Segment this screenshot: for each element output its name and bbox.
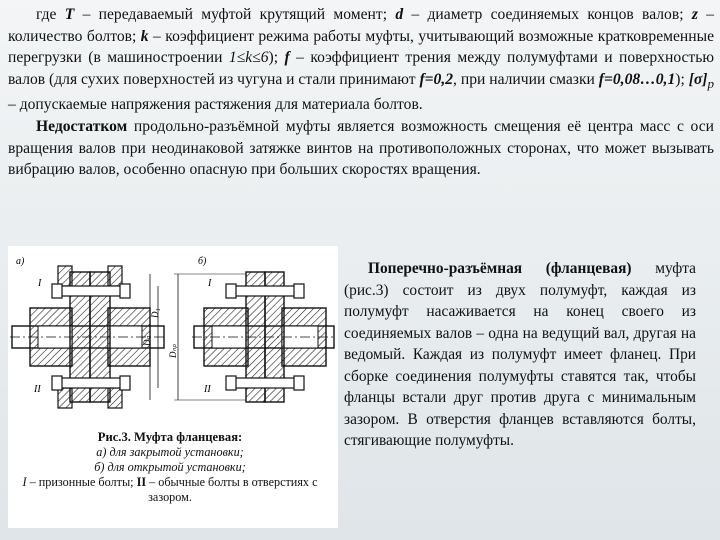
dim-D1-label: D₁ [150,308,160,318]
flange-coupling-heading: Поперечно-разъёмная (фланцевая) [368,260,632,277]
flange-coupling-text: муфта (рис.3) состоит из двух полумуфт, каждая из полумуфт насаживается на конец своего из соединяемых валов – одна на ведущий вал, другая на ведомый. Каждая из полумуфт имеет фланец. При сборке соединения полумуфты ставятся так, чтобы фланцы встали друг против друга с минимальным зазором. В отверстия фланцев вставляются болты, стягивающие полумуфты. [344,260,696,449]
text-span: – диаметр соединяемых концов валов; [403,6,692,23]
coupling-b-drawing [168,256,336,402]
flange-coupling-paragraph [344,258,696,452]
caption-line-b: б) для открытой установки; [94,460,246,474]
label-b: б) [198,256,207,267]
text-span: – передаваемый муфтой крутящий момент; [74,6,396,23]
label-a: а) [16,256,25,267]
caption-II: II [136,475,147,489]
text-span: – коэффициент режима работы муфты, учитывающий возможные кратковременные перегрузки (в машиностроении [8,27,715,67]
label-II-a: II [34,384,41,395]
label-II-b: II [204,384,211,395]
caption-line-c [10,475,330,505]
k-range: 1≤k≤6 [228,49,269,67]
text-span: , при наличии смазки [453,70,599,88]
var-z: z [691,6,698,23]
dim-Dn-label: Dₙ [142,335,152,346]
coupling-a-drawing [10,256,166,408]
label-I-b: I [208,278,212,289]
coupling-drawing [8,246,338,428]
drawback-paragraph [8,116,714,181]
sigma-subscript: p [707,75,714,91]
f-dry-value: f=0,2 [419,70,454,88]
figure-caption [10,430,330,505]
label-I-a: I [38,278,42,289]
drawback-text: продольно-разъёмной муфты является возможность смещения её центра масс с оси вращения валов при неодинаковой затяжке винтов на противоположных сторонах, что может вызывать вибрацию валов, особенно опасную при больших скоростях вращения. [8,118,714,179]
text-span: ); [268,49,285,67]
text-span: – коэффициент трения между полумуфтами и поверхностью валов (для сухих поверхностей из чугуна и стали принимают [8,49,714,88]
text-span: ); [675,70,689,88]
var-k: k [140,27,149,45]
text-span: – количество болтов; [8,6,714,45]
var-d: d [395,6,404,23]
caption-line-a: а) для закрытой установки; [96,445,244,459]
caption-text: – обычные болты в отверстиях с зазором. [146,475,318,504]
text-span: где [36,6,65,23]
caption-title: Рис.3. Муфта фланцевая: [97,430,243,444]
caption-I: I [22,475,27,489]
var-f: f [284,49,290,67]
caption-text: – призонные болты; [26,475,137,489]
top-text-block [8,4,714,181]
drawback-keyword: Недостатком [36,118,128,136]
var-sigma: [σ] [688,70,708,88]
var-T: T [64,6,75,23]
f-lubricated-value: f=0,08…0,1 [598,70,676,88]
dim-Dnp-label: Dₙₚ [168,344,178,358]
text-span: – допускаемые напряжения растяжения для материала болтов. [8,96,423,114]
formula-legend-paragraph [8,4,714,116]
